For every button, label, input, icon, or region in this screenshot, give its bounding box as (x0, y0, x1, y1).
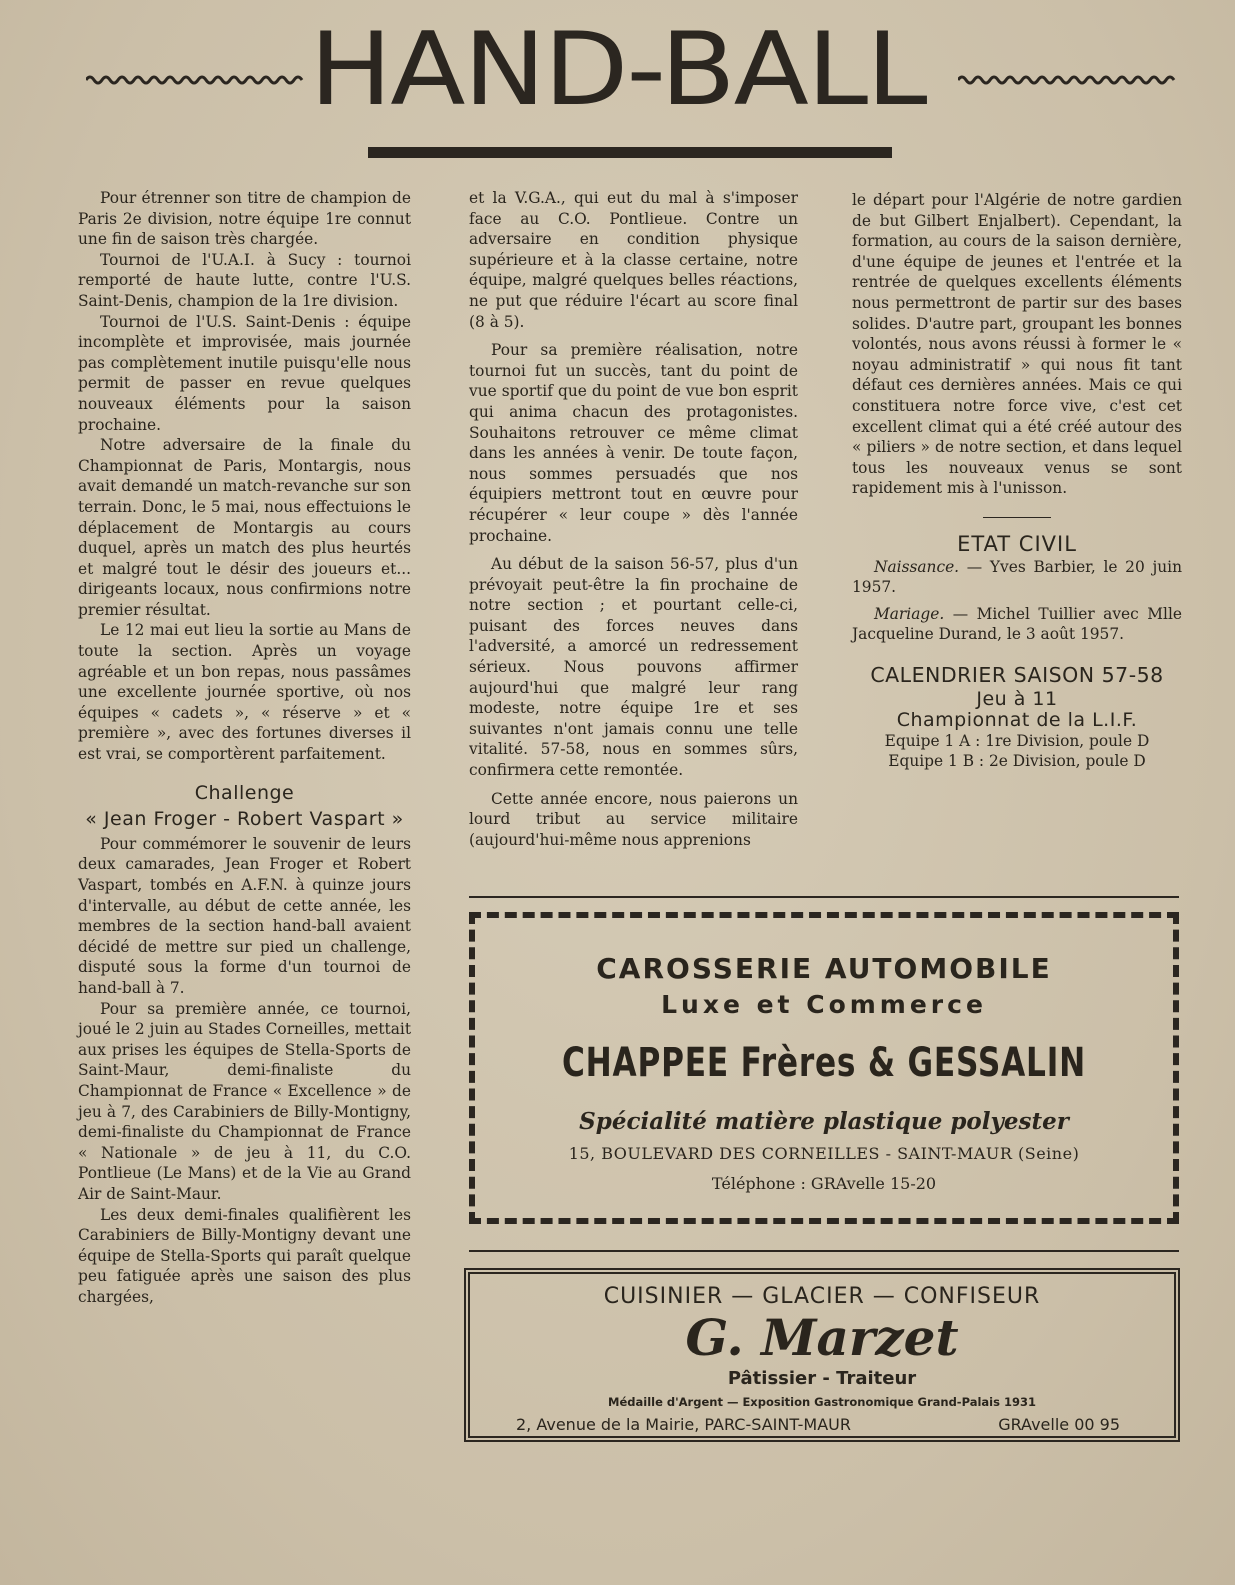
ad-line: Luxe et Commerce (661, 990, 987, 1019)
ad-line: CAROSSERIE AUTOMOBILE (596, 952, 1052, 985)
column-2 (469, 188, 798, 850)
calendrier-line: Equipe 1 A : 1re Division, poule D (884, 731, 1150, 750)
column-3 (852, 190, 1182, 772)
divider (983, 517, 1051, 518)
challenge-subheading: « Jean Froger - Robert Vaspart » (85, 808, 404, 831)
ad-address: 2, Avenue de la Mairie, PARC-SAINT-MAUR (516, 1415, 851, 1434)
ad-line: CUISINIER — GLACIER — CONFISEUR (603, 1284, 1041, 1309)
naissance-label: Naissance. (874, 557, 960, 576)
paragraph: Pour sa première année, ce tournoi, joué le 2 juin au Stades Corneilles, mettait aux prises les équipes de Stella-Sports de Saint-Maur, demi-finaliste du Championnat de France « Excellence » de jeu à 7, des Carabiniers de Billy-Montigny, demi-finaliste du Championnat de France « Nationale » de jeu à 11, du C.O. Pontlieue (Le Mans) et de la Vie au Grand Air de Saint-Maur. (78, 999, 411, 1203)
paragraph: Pour étrenner son titre de champion de Paris 2e division, notre équipe 1re connut une fin de saison très chargée. (78, 189, 411, 249)
paragraph: Le 12 mai eut lieu la sortie au Mans de toute la section. Après un voyage agréable et un bon repas, nous passâmes une excellente journée sportive, où nos équipes « cadets », « réserve » et « première », avec des fortunes diverses il est vrai, se comportèrent parfaitement. (78, 621, 411, 764)
mariage-text: — Michel Tuillier avec Mlle Jacqueline Durand, le 3 août 1957. (852, 604, 1182, 644)
title-underline (368, 147, 892, 158)
paragraph: Pour sa première réalisation, notre tournoi fut un succès, tant du point de vue sportif que du point de vue bon esprit qui anima chacun des protagonistes. Souhaitons retrouver ce même climat dans les années à venir. De toute façon, nous sommes persuadés que nos équipiers mettront tout en œuvre pour récupérer « leur coupe » dès l'année prochaine. (469, 341, 798, 545)
paragraph: Au début de la saison 56-57, plus d'un prévoyait peut-être la fin prochaine de notre section ; et pourtant celle-ci, puisant des forces neuves dans l'adversité, a amorcé un redressement sérieux. Nous pouvons affirmer aujourd'hui que malgré leur rang modeste, notre équipe 1re et ses suivantes n'ont jamais connu une telle vitalité. 57-58, nous en sommes sûrs, confirmera cette remontée. (469, 555, 798, 780)
challenge-heading: Challenge (194, 781, 295, 804)
paragraph: Les deux demi-finales qualifièrent les Carabiniers de Billy-Montigny devant une équipe de Stella-Sports qui paraît quelque peu fatiguée après une saison des plus chargées, (78, 1205, 411, 1306)
paragraph: Pour commémorer le souvenir de leurs deux camarades, Jean Froger et Robert Vaspart, tombés en A.F.N. à quinze jours d'intervalle, au début de cette année, les membres de la section hand-ball avaient décidé de mettre sur pied un challenge, disputé sous la forme d'un tournoi de hand-ball à 7. (78, 834, 411, 997)
paragraph: le départ pour l'Algérie de notre gardien de but Gilbert Enjalbert). Cependant, la formation, au cours de la saison dernière, d'une équipe de jeunes et l'entrée et la rentrée de quelques excellents éléments nous permettront de partir sur des bases solides. D'autre part, groupant les bonnes volontés, nous avons réussi à former le « noyau administratif » qui nous fit tant défaut ces dernières années. Mais ce qui constituera notre force vive, c'est cet excellent climat qui a été créé autour des « piliers » de notre section, et dans lequel tous les nouveaux venus se sont rapidement mis à l'unisson. (852, 191, 1182, 498)
ad-line: Médaille d'Argent — Exposition Gastronomique Grand-Palais 1931 (608, 1395, 1036, 1409)
paragraph: et la V.G.A., qui eut du mal à s'imposer face au C.O. Pontlieue. Contre un adversaire en condition physique supérieure et à la classe certaine, notre équipe, malgré quelques belles réactions, ne put que réduire l'écart au score final (8 à 5). (469, 189, 798, 331)
wavy-ornament-left (86, 70, 306, 90)
ad-line: Spécialité matière plastique polyester (579, 1108, 1069, 1135)
advertisement-marzet (464, 1268, 1180, 1442)
calendrier-sub1: Jeu à 11 (976, 688, 1058, 711)
paragraph: Notre adversaire de la finale du Championnat de Paris, Montargis, nous avait demandé un match-revanche sur son terrain. Donc, le 5 mai, nous effectuions le déplacement de Montargis au cours duquel, après un match des plus heurtés et malgré tout le désir des joueurs et... dirigeants locaux, nous confirmions notre premier résultat. (78, 436, 411, 619)
ad-company-name: CHAPPEE Frères & GESSALIN (561, 1040, 1086, 1086)
calendrier-sub2: Championnat de la L.I.F. (896, 709, 1138, 732)
column-1 (78, 188, 411, 1307)
paragraph: Tournoi de l'U.S. Saint-Denis : équipe incomplète et improvisée, mais journée pas complètement inutile puisqu'elle nous permit de passer en revue quelques nouveaux éléments pour la saison prochaine. (78, 312, 411, 434)
mariage-label: Mariage. (874, 604, 945, 623)
separator-rule (469, 896, 1179, 898)
wavy-ornament-right (958, 70, 1178, 90)
page-title: HAND-BALL (309, 10, 926, 129)
paragraph: Cette année encore, nous paierons un lourd tribut au service militaire (aujourd'hui-même nous apprenions (469, 789, 798, 849)
etat-civil-heading: ETAT CIVIL (957, 531, 1077, 556)
calendrier-line: Equipe 1 B : 2e Division, poule D (888, 752, 1146, 771)
separator-rule (469, 1250, 1179, 1252)
naissance-text: — Yves Barbier, le 20 juin 1957. (852, 557, 1182, 597)
ad-phone: Téléphone : GRAvelle 15-20 (711, 1174, 937, 1193)
ad-phone: GRAvelle 00 95 (998, 1415, 1120, 1434)
ad-address: 15, BOULEVARD DES CORNEILLES - SAINT-MAUR (Seine) (568, 1144, 1080, 1163)
ad-company-name: G. Marzet (685, 1308, 959, 1367)
paragraph: Tournoi de l'U.A.I. à Sucy : tournoi remporté de haute lutte, contre l'U.S. Saint-Denis, champion de la 1re division. (78, 250, 411, 310)
ad-line: Pâtissier - Traiteur (727, 1368, 917, 1389)
calendrier-heading: CALENDRIER SAISON 57-58 (870, 662, 1164, 687)
advertisement-carosserie (469, 912, 1179, 1224)
